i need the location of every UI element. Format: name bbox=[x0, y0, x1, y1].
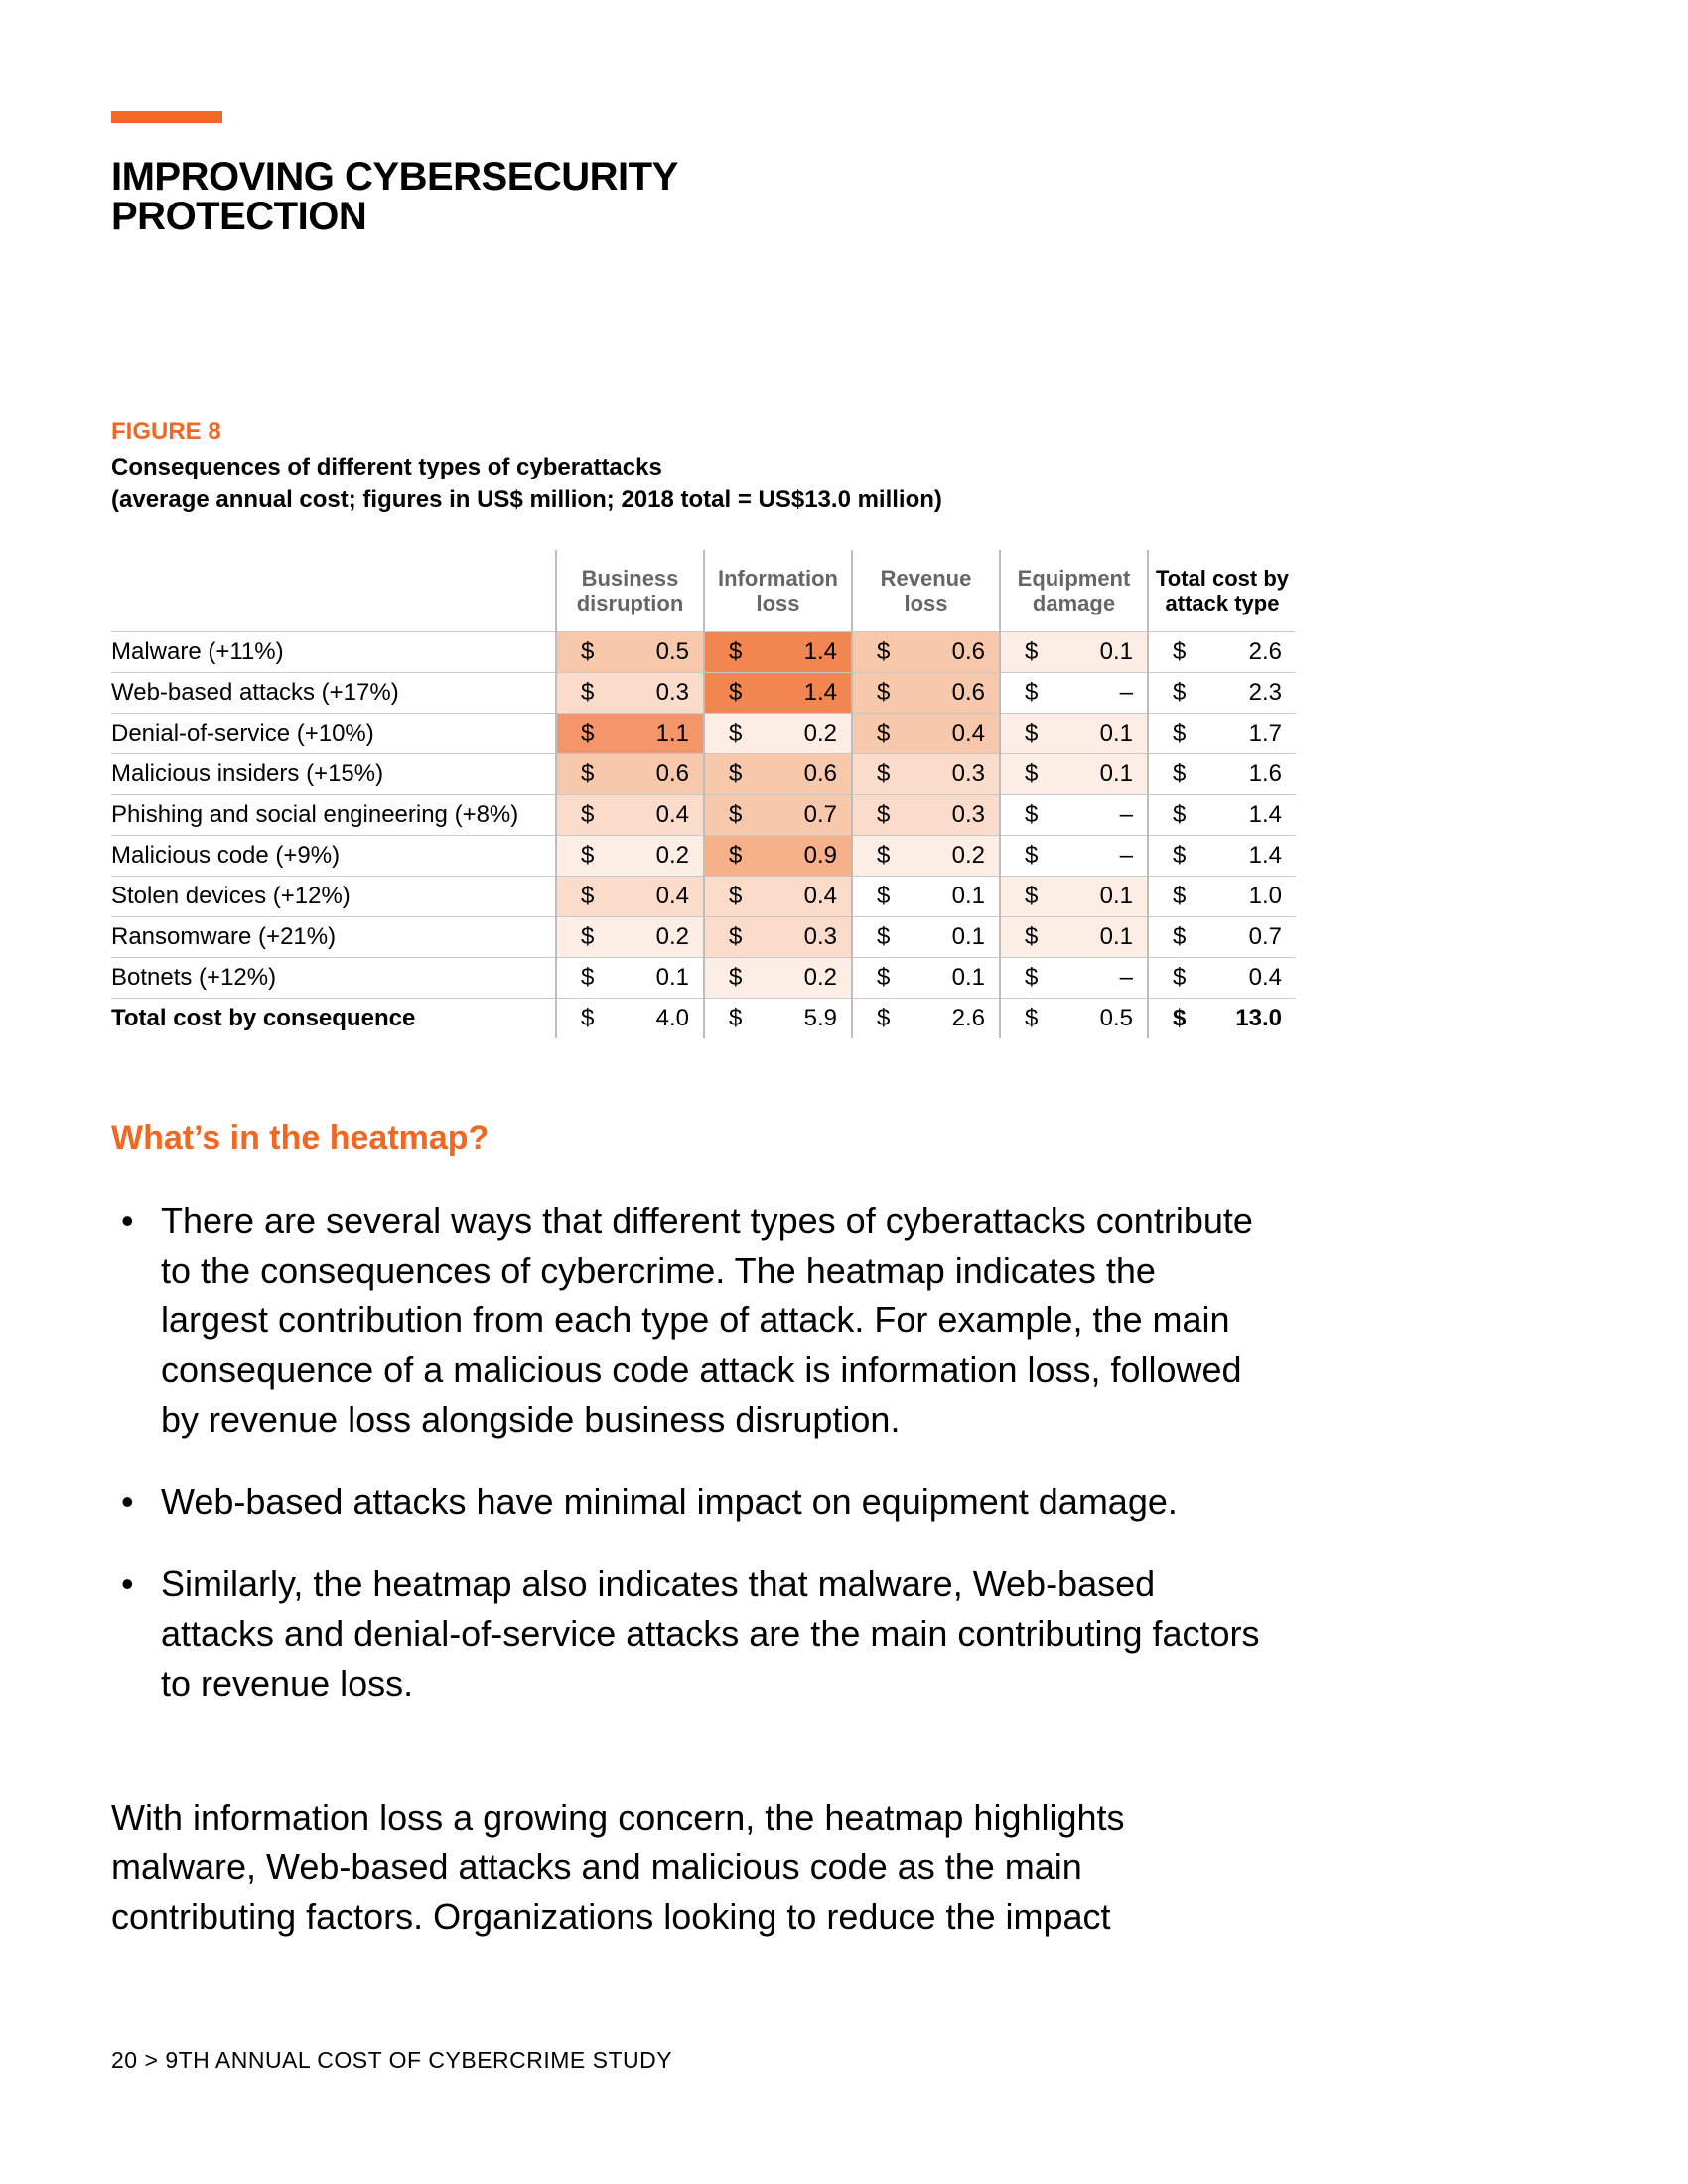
page-number: 20 bbox=[111, 2047, 138, 2073]
data-cell bbox=[556, 999, 704, 1039]
data-cell bbox=[1148, 836, 1296, 877]
row-label: Botnets (+12%) bbox=[111, 958, 556, 999]
publication-title: 9TH ANNUAL COST OF CYBERCRIME STUDY bbox=[165, 2047, 673, 2073]
currency-symbol: $ bbox=[1173, 720, 1187, 747]
cell-value: 1.6 bbox=[1248, 760, 1282, 787]
currency-symbol: $ bbox=[581, 964, 595, 991]
currency-symbol: $ bbox=[581, 801, 595, 828]
currency-symbol: $ bbox=[1173, 638, 1187, 665]
currency-symbol: $ bbox=[729, 638, 743, 665]
data-cell bbox=[556, 754, 704, 795]
currency-symbol: $ bbox=[729, 964, 743, 991]
currency-symbol: $ bbox=[581, 638, 595, 665]
cell-value: 1.4 bbox=[1248, 842, 1282, 869]
currency-symbol: $ bbox=[729, 842, 743, 869]
cell-value: 0.1 bbox=[951, 964, 985, 991]
table-row bbox=[111, 714, 1296, 754]
column-header-line2: attack type bbox=[1165, 591, 1280, 615]
currency-symbol: $ bbox=[1173, 842, 1187, 869]
cell-value: 1.7 bbox=[1248, 720, 1282, 747]
cell-value: 0.6 bbox=[803, 760, 837, 787]
cell-value: 0.1 bbox=[1099, 883, 1133, 909]
cell-value: 0.5 bbox=[655, 638, 689, 665]
data-cell bbox=[556, 632, 704, 673]
data-cell bbox=[704, 754, 852, 795]
currency-symbol: $ bbox=[877, 923, 891, 950]
cell-value: 0.6 bbox=[951, 679, 985, 706]
data-cell bbox=[1148, 958, 1296, 999]
cell-value: 1.1 bbox=[655, 720, 689, 747]
heatmap-body bbox=[111, 632, 1296, 1039]
data-cell bbox=[704, 917, 852, 958]
column-header-line1: Equipment bbox=[1017, 566, 1131, 591]
data-cell bbox=[1148, 795, 1296, 836]
data-cell bbox=[1000, 958, 1148, 999]
table-row bbox=[111, 754, 1296, 795]
data-cell bbox=[704, 673, 852, 714]
cell-value: 13.0 bbox=[1235, 1005, 1282, 1031]
cell-value: 0.2 bbox=[803, 720, 837, 747]
row-label: Web-based attacks (+17%) bbox=[111, 673, 556, 714]
currency-symbol: $ bbox=[729, 760, 743, 787]
column-header bbox=[1000, 550, 1148, 632]
data-cell bbox=[1148, 917, 1296, 958]
currency-symbol: $ bbox=[1025, 638, 1039, 665]
cell-value: 0.2 bbox=[655, 842, 689, 869]
bullet-list bbox=[111, 1196, 1263, 1741]
data-cell bbox=[1000, 673, 1148, 714]
cell-value: 5.9 bbox=[803, 1005, 837, 1031]
currency-symbol: $ bbox=[877, 801, 891, 828]
data-cell bbox=[1000, 795, 1148, 836]
cell-value: 0.6 bbox=[655, 760, 689, 787]
data-cell bbox=[852, 754, 1000, 795]
currency-symbol: $ bbox=[1173, 923, 1187, 950]
data-cell bbox=[852, 917, 1000, 958]
column-header bbox=[852, 550, 1000, 632]
column-header-line1: Total cost by bbox=[1155, 566, 1290, 591]
column-header-line1: Revenue bbox=[880, 566, 972, 591]
currency-symbol: $ bbox=[581, 720, 595, 747]
data-cell bbox=[852, 795, 1000, 836]
cell-value: – bbox=[1119, 964, 1133, 991]
currency-symbol: $ bbox=[581, 923, 595, 950]
bullet-item: • There are several ways that different types of cyberattacks contribute to the consequences of cybercrime. The heatmap indicates the largest contribution from each type of attack. For example, the main consequence of a malicious code attack is information loss, followed by revenue loss alongside business disruption. bbox=[111, 1196, 1263, 1444]
currency-symbol: $ bbox=[1173, 760, 1187, 787]
currency-symbol: $ bbox=[581, 883, 595, 909]
currency-symbol: $ bbox=[729, 679, 743, 706]
data-cell bbox=[1148, 714, 1296, 754]
currency-symbol: $ bbox=[1173, 883, 1187, 909]
cell-value: 0.3 bbox=[951, 801, 985, 828]
data-cell bbox=[556, 877, 704, 917]
cell-value: 2.6 bbox=[951, 1005, 985, 1031]
data-cell bbox=[852, 958, 1000, 999]
cell-value: 0.2 bbox=[803, 964, 837, 991]
cell-value: 0.1 bbox=[655, 964, 689, 991]
data-cell bbox=[704, 836, 852, 877]
data-cell bbox=[704, 795, 852, 836]
cell-value: 0.3 bbox=[655, 679, 689, 706]
currency-symbol: $ bbox=[1025, 923, 1039, 950]
column-header-total bbox=[1148, 550, 1296, 632]
data-cell bbox=[556, 714, 704, 754]
cell-value: 0.7 bbox=[803, 801, 837, 828]
data-cell bbox=[1148, 673, 1296, 714]
data-cell bbox=[704, 632, 852, 673]
currency-symbol: $ bbox=[1025, 883, 1039, 909]
row-label: Malicious insiders (+15%) bbox=[111, 754, 556, 795]
currency-symbol: $ bbox=[581, 679, 595, 706]
currency-symbol: $ bbox=[729, 1005, 743, 1031]
cell-value: 2.6 bbox=[1248, 638, 1282, 665]
section-title bbox=[111, 157, 906, 236]
cell-value: 1.4 bbox=[1248, 801, 1282, 828]
currency-symbol: $ bbox=[1025, 964, 1039, 991]
data-cell bbox=[1148, 877, 1296, 917]
figure-label: FIGURE 8 bbox=[111, 418, 221, 445]
accent-bar bbox=[111, 111, 222, 123]
cell-value: 1.0 bbox=[1248, 883, 1282, 909]
total-row bbox=[111, 999, 1296, 1039]
data-cell bbox=[1000, 877, 1148, 917]
currency-symbol: $ bbox=[581, 760, 595, 787]
cell-value: 0.9 bbox=[803, 842, 837, 869]
data-cell bbox=[852, 714, 1000, 754]
currency-symbol: $ bbox=[1025, 679, 1039, 706]
data-cell bbox=[852, 877, 1000, 917]
data-cell bbox=[556, 917, 704, 958]
cell-value: 0.4 bbox=[803, 883, 837, 909]
column-header bbox=[704, 550, 852, 632]
table-row bbox=[111, 836, 1296, 877]
data-cell bbox=[1000, 632, 1148, 673]
currency-symbol: $ bbox=[877, 842, 891, 869]
cell-value: 1.4 bbox=[803, 638, 837, 665]
row-label: Ransomware (+21%) bbox=[111, 917, 556, 958]
figure-caption bbox=[111, 451, 942, 516]
header-blank bbox=[111, 550, 556, 632]
cell-value: 0.1 bbox=[1099, 760, 1133, 787]
currency-symbol: $ bbox=[1173, 679, 1187, 706]
data-cell bbox=[1000, 714, 1148, 754]
cell-value: 0.6 bbox=[951, 638, 985, 665]
data-cell bbox=[1000, 917, 1148, 958]
table-row bbox=[111, 958, 1296, 999]
currency-symbol: $ bbox=[1025, 760, 1039, 787]
currency-symbol: $ bbox=[877, 1005, 891, 1031]
data-cell bbox=[852, 836, 1000, 877]
data-cell bbox=[1148, 632, 1296, 673]
cell-value: 0.3 bbox=[951, 760, 985, 787]
cell-value: – bbox=[1119, 679, 1133, 706]
currency-symbol: $ bbox=[877, 760, 891, 787]
row-label: Phishing and social engineering (+8%) bbox=[111, 795, 556, 836]
table-row bbox=[111, 673, 1296, 714]
currency-symbol: $ bbox=[729, 883, 743, 909]
currency-symbol: $ bbox=[1173, 801, 1187, 828]
currency-symbol: $ bbox=[1025, 1005, 1039, 1031]
data-cell bbox=[556, 795, 704, 836]
currency-symbol: $ bbox=[1025, 801, 1039, 828]
data-cell bbox=[556, 673, 704, 714]
column-header-line1: Information bbox=[718, 566, 838, 591]
currency-symbol: $ bbox=[877, 883, 891, 909]
figure-caption-line1: Consequences of different types of cyberattacks bbox=[111, 454, 662, 480]
page-footer bbox=[111, 2047, 672, 2074]
cell-value: 0.2 bbox=[951, 842, 985, 869]
cell-value: 0.4 bbox=[655, 801, 689, 828]
header-row bbox=[111, 550, 1296, 632]
figure-caption-line2: (average annual cost; figures in US$ million; 2018 total = US$13.0 million) bbox=[111, 486, 942, 513]
column-header-line2: disruption bbox=[576, 591, 684, 615]
closing-paragraph: With information loss a growing concern, the heatmap highlights malware, Web-based attacks and malicious code as the main contributing factors. Organizations looking to reduce the impact bbox=[111, 1797, 1125, 1937]
data-cell bbox=[1148, 999, 1296, 1039]
cell-value: 0.1 bbox=[951, 923, 985, 950]
currency-symbol: $ bbox=[581, 842, 595, 869]
data-cell bbox=[852, 632, 1000, 673]
column-header-line1: Business bbox=[581, 566, 679, 591]
currency-symbol: $ bbox=[581, 1005, 595, 1031]
cell-value: 1.4 bbox=[803, 679, 837, 706]
data-cell bbox=[704, 958, 852, 999]
section-title-line1: IMPROVING CYBERSECURITY bbox=[111, 155, 678, 199]
cell-value: 4.0 bbox=[655, 1005, 689, 1031]
currency-symbol: $ bbox=[1025, 720, 1039, 747]
cell-value: 0.4 bbox=[951, 720, 985, 747]
data-cell bbox=[1000, 754, 1148, 795]
cell-value: 2.3 bbox=[1248, 679, 1282, 706]
cell-value: – bbox=[1119, 801, 1133, 828]
currency-symbol: $ bbox=[877, 638, 891, 665]
row-label: Malicious code (+9%) bbox=[111, 836, 556, 877]
data-cell bbox=[1148, 754, 1296, 795]
footer-separator: > bbox=[144, 2047, 159, 2073]
sub-heading: What’s in the heatmap? bbox=[111, 1119, 490, 1157]
data-cell bbox=[704, 714, 852, 754]
table-row bbox=[111, 632, 1296, 673]
bullet-item: • Web-based attacks have minimal impact on equipment damage. bbox=[111, 1477, 1263, 1527]
currency-symbol: $ bbox=[1173, 1005, 1187, 1031]
data-cell bbox=[852, 999, 1000, 1039]
bullet-item: • Similarly, the heatmap also indicates that malware, Web-based attacks and denial-of-service attacks are the main contributing factors to revenue loss. bbox=[111, 1560, 1263, 1708]
table-row bbox=[111, 917, 1296, 958]
currency-symbol: $ bbox=[877, 679, 891, 706]
cell-value: – bbox=[1119, 842, 1133, 869]
table-row bbox=[111, 877, 1296, 917]
data-cell bbox=[556, 836, 704, 877]
currency-symbol: $ bbox=[729, 801, 743, 828]
column-header bbox=[556, 550, 704, 632]
table-row bbox=[111, 795, 1296, 836]
cell-value: 0.3 bbox=[803, 923, 837, 950]
data-cell bbox=[704, 877, 852, 917]
currency-symbol: $ bbox=[729, 720, 743, 747]
cell-value: 0.2 bbox=[655, 923, 689, 950]
data-cell bbox=[704, 999, 852, 1039]
currency-symbol: $ bbox=[877, 964, 891, 991]
cell-value: 0.1 bbox=[1099, 638, 1133, 665]
currency-symbol: $ bbox=[1025, 842, 1039, 869]
cell-value: 0.1 bbox=[1099, 923, 1133, 950]
column-header-line2: loss bbox=[756, 591, 800, 615]
cell-value: 0.4 bbox=[1248, 964, 1282, 991]
cell-value: 0.1 bbox=[1099, 720, 1133, 747]
currency-symbol: $ bbox=[729, 923, 743, 950]
row-label: Malware (+11%) bbox=[111, 632, 556, 673]
cell-value: 0.4 bbox=[655, 883, 689, 909]
data-cell bbox=[1000, 999, 1148, 1039]
total-row-label: Total cost by consequence bbox=[111, 999, 556, 1039]
column-header-line2: damage bbox=[1032, 591, 1116, 615]
data-cell bbox=[1000, 836, 1148, 877]
data-cell bbox=[556, 958, 704, 999]
cell-value: 0.7 bbox=[1248, 923, 1282, 950]
currency-symbol: $ bbox=[1173, 964, 1187, 991]
currency-symbol: $ bbox=[877, 720, 891, 747]
row-label: Stolen devices (+12%) bbox=[111, 877, 556, 917]
cell-value: 0.1 bbox=[951, 883, 985, 909]
heatmap-table bbox=[111, 550, 1296, 1038]
data-cell bbox=[852, 673, 1000, 714]
cell-value: 0.5 bbox=[1099, 1005, 1133, 1031]
section-title-line2: PROTECTION bbox=[111, 195, 367, 238]
column-header-line2: loss bbox=[904, 591, 948, 615]
row-label: Denial-of-service (+10%) bbox=[111, 714, 556, 754]
